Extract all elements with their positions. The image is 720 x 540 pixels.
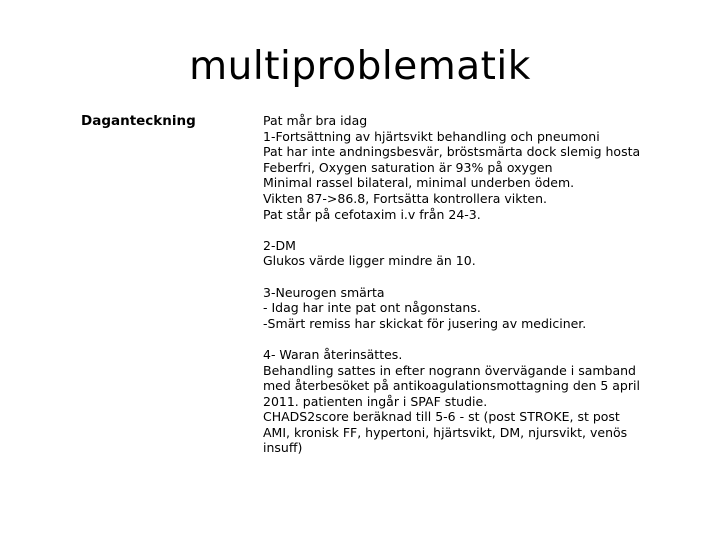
note-block-waran: [263, 347, 703, 456]
note-line: 4- Waran återinsättes.: [263, 346, 403, 362]
note-line: Glukos värde ligger mindre än 10.: [263, 253, 476, 269]
note-line: Pat har inte andningsbesvär, bröstsmärta dock slemig hosta: [263, 144, 641, 160]
note-block-pain: [263, 285, 703, 332]
note-line: AMI, kronisk FF, hypertoni, hjärtsvikt, DM, njursvikt, venös: [263, 424, 628, 440]
note-line: Pat mår bra idag: [263, 113, 368, 128]
note-line: insuff): [263, 440, 303, 456]
note-line: 1-Fortsättning av hjärtsvikt behandling och pneumoni: [263, 128, 600, 144]
note-block-heart-failure: [263, 113, 703, 222]
note-line: med återbesöket på antikoagulationsmottagning den 5 april: [263, 378, 640, 394]
note-line: - Idag har inte pat ont någonstans.: [263, 300, 481, 316]
note-block-diabetes: [263, 238, 703, 269]
slide-title: multiproblematik: [189, 44, 531, 89]
note-line: Minimal rassel bilateral, minimal underben ödem.: [263, 175, 575, 191]
note-line: Feberfri, Oxygen saturation är 93% på oxygen: [263, 159, 553, 175]
note-line: Vikten 87->86.8, Fortsätta kontrollera vikten.: [263, 190, 547, 206]
note-line: CHADS2score beräknad till 5-6 - st (post STROKE, st post: [263, 409, 620, 425]
note-line: 3-Neurogen smärta: [263, 284, 385, 300]
section-label: Daganteckning: [81, 113, 196, 129]
note-line: 2-DM: [263, 237, 296, 253]
daily-note: [263, 113, 703, 472]
note-line: 2011. patienten ingår i SPAF studie.: [263, 393, 488, 409]
note-line: -Smärt remiss har skickat för jusering av mediciner.: [263, 315, 587, 331]
note-line: Behandling sattes in efter nogrann övervägande i samband: [263, 362, 636, 378]
note-line: Pat står på cefotaxim i.v från 24-3.: [263, 206, 481, 222]
